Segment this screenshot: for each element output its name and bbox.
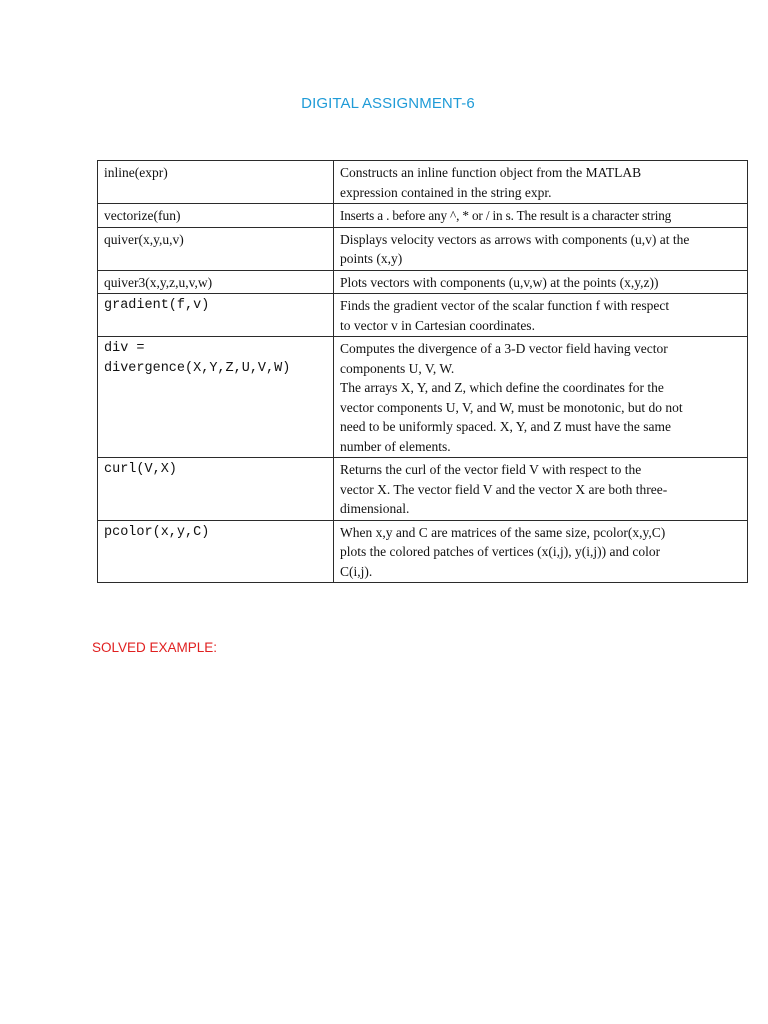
command-description: Plots vectors with components (u,v,w) at the points (x,y,z)) xyxy=(334,270,748,294)
table-row xyxy=(98,337,748,458)
table-row xyxy=(98,227,748,270)
table-row xyxy=(98,294,748,337)
command-name: quiver(x,y,u,v) xyxy=(98,227,334,270)
command-name: quiver3(x,y,z,u,v,w) xyxy=(98,270,334,294)
command-description: Finds the gradient vector of the scalar function f with respect to vector v in Cartesian coordinates. xyxy=(334,294,748,337)
table-row xyxy=(98,520,748,583)
command-description: Displays velocity vectors as arrows with components (u,v) at the points (x,y) xyxy=(334,227,748,270)
command-description: When x,y and C are matrices of the same size, pcolor(x,y,C) plots the colored patches of vertices (x(i,j), y(i,j)) and color C(i,j). xyxy=(334,520,748,583)
command-description: Computes the divergence of a 3-D vector field having vector components U, V, W. The arrays X, Y, and Z, which define the coordinates for the vector components U, V, and W, must be monotonic, but do not need to be uniformly spaced. X, Y, and Z must have the same number of elements. xyxy=(334,337,748,458)
table-row xyxy=(98,458,748,521)
command-name: div = divergence(X,Y,Z,U,V,W) xyxy=(98,337,334,458)
document-title: DIGITAL ASSIGNMENT-6 xyxy=(301,95,475,112)
command-name: gradient(f,v) xyxy=(98,294,334,337)
command-name: pcolor(x,y,C) xyxy=(98,520,334,583)
command-name: vectorize(fun) xyxy=(98,204,334,228)
table-row xyxy=(98,270,748,294)
table-row xyxy=(98,161,748,204)
command-description: Inserts a . before any ^, * or / in s. The result is a character string xyxy=(334,204,748,228)
solved-example-heading: SOLVED EXAMPLE: xyxy=(92,640,218,655)
command-name: inline(expr) xyxy=(98,161,334,204)
command-description: Constructs an inline function object from the MATLAB expression contained in the string expr. xyxy=(334,161,748,204)
table-row xyxy=(98,204,748,228)
command-description: Returns the curl of the vector field V with respect to the vector X. The vector field V and the vector X are both three- dimensional. xyxy=(334,458,748,521)
command-name: curl(V,X) xyxy=(98,458,334,521)
command-reference-table xyxy=(97,160,748,583)
